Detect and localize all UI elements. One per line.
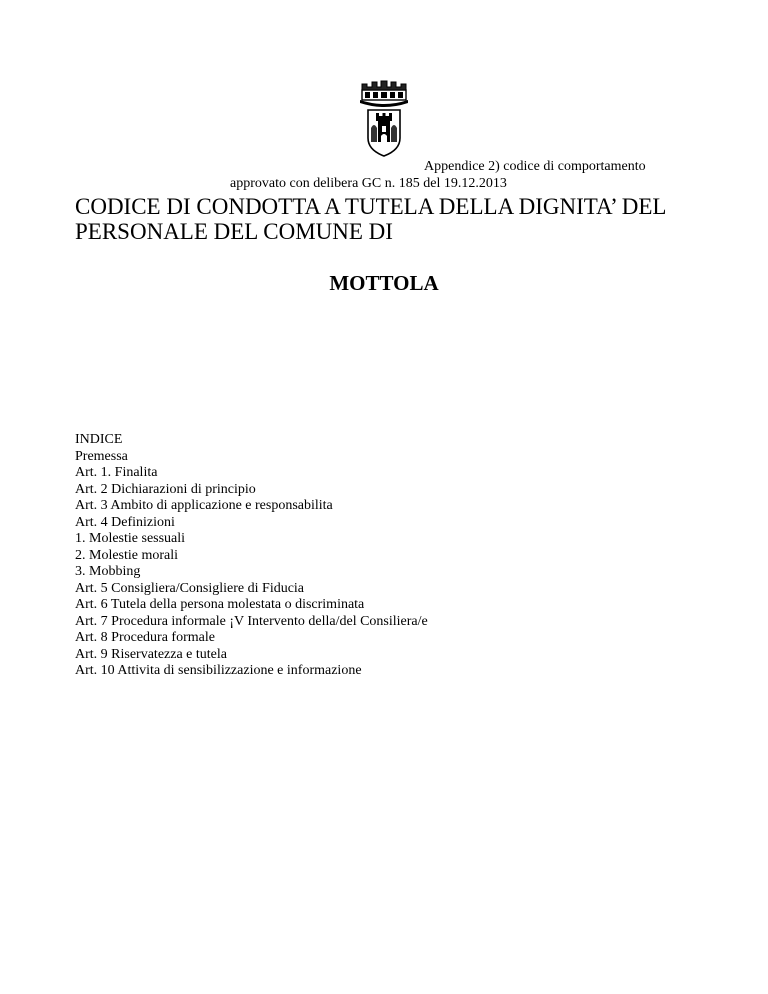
index-item-art-9: Art. 9 Riservatezza e tutela [75, 646, 227, 662]
index-item-art-3: Art. 3 Ambito di applicazione e responsabilita [75, 498, 333, 513]
municipality-name: MOTTOLA [329, 271, 439, 295]
index-item-art-2: Art. 2 Dichiarazioni di principio [75, 481, 256, 497]
index-item-art-1: Art. 1. Finalita [75, 465, 158, 480]
index-item-art-4: Art. 4 Definizioni [75, 514, 175, 530]
index-heading: INDICE [75, 432, 123, 447]
index-item-premessa: Premessa [75, 448, 128, 464]
municipal-crest-icon [356, 80, 412, 158]
index-item-molestie-morali: 2. Molestie morali [75, 547, 179, 563]
index-item-art-5: Art. 5 Consigliera/Consigliere di Fiducia [75, 580, 305, 596]
appendix-reference: Appendice 2) codice di comportamento [424, 159, 646, 174]
index-item-mobbing: 3. Mobbing [75, 564, 141, 579]
document-title: CODICE DI CONDOTTA A TUTELA DELLA DIGNITA’ DEL PERSONALE DEL COMUNE DI [75, 194, 666, 244]
index-item-molestie-sessuali: 1. Molestie sessuali [75, 531, 186, 546]
table-of-contents [75, 432, 428, 680]
index-item-art-7: Art. 7 Procedura informale ¡V Intervento della/del Consiliera/e [75, 613, 428, 629]
approval-reference: approvato con delibera GC n. 185 del 19.12.2013 [230, 176, 507, 191]
index-item-art-6: Art. 6 Tutela della persona molestata o discriminata [75, 597, 365, 612]
index-item-art-8: Art. 8 Procedura formale [75, 630, 215, 645]
index-item-art-10: Art. 10 Attivita di sensibilizzazione e informazione [75, 663, 362, 678]
